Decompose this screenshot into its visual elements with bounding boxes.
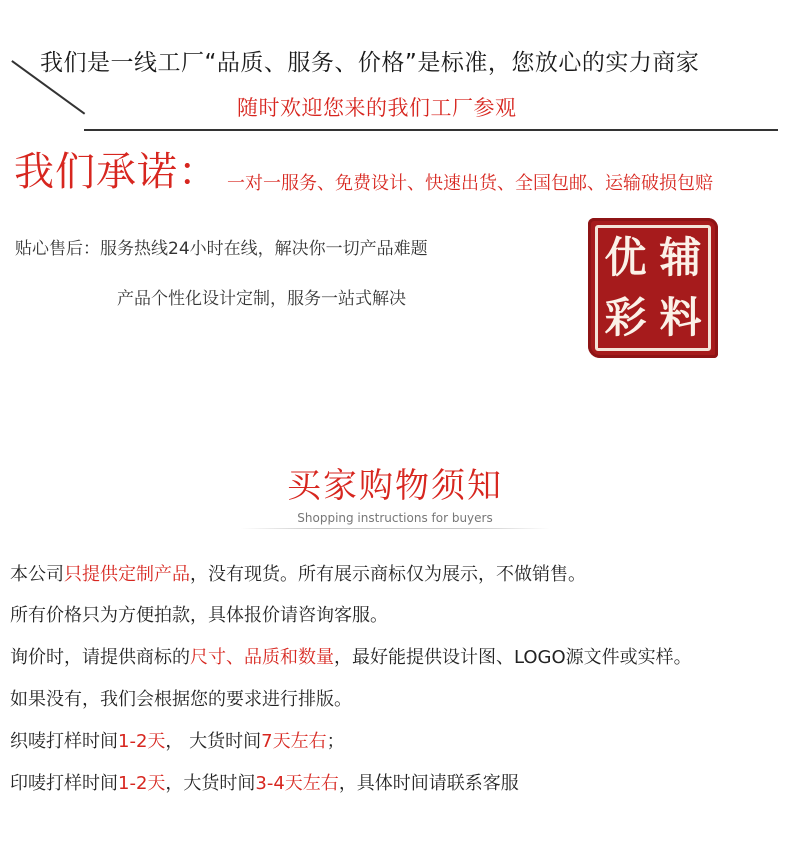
notice-line (10, 601, 388, 627)
brand-seal-stamp (588, 218, 718, 358)
notice-highlight: 只提供定制产品 (64, 564, 190, 585)
notice-text: ，没有现货。所有展示商标仅为展示，不做销售。 (190, 564, 586, 585)
notice-line (10, 769, 519, 795)
seal-char: 料 (659, 293, 702, 342)
notice-text: ， 大货时间 (165, 731, 262, 752)
notice-text: 询价时，请提供商标的 (10, 647, 190, 668)
seal-char: 优 (604, 233, 647, 282)
notice-line (10, 685, 352, 711)
notice-highlight: 1-2天 (118, 773, 166, 794)
notice-text: ； (326, 731, 345, 752)
subtitle-underline (240, 528, 550, 529)
notice-text: ，大货时间 (165, 773, 256, 794)
header-slogan: 我们是一线工厂“品质、服务、价格”是标准，您放心的实力商家 (40, 50, 700, 76)
customization-line: 产品个性化设计定制，服务一站式解决 (117, 289, 406, 309)
notice-highlight: 7天左右 (261, 731, 327, 752)
header-invitation: 随时欢迎您来的我们工厂参观 (237, 96, 517, 120)
notice-text: ，最好能提供设计图、LOGO源文件或实样。 (334, 647, 692, 668)
notice-text: 如果没有，我们会根据您的要求进行排版。 (10, 689, 352, 710)
notice-line (10, 560, 586, 586)
seal-border (595, 225, 711, 351)
seal-char: 辅 (659, 233, 702, 282)
header-underline (84, 129, 778, 131)
notice-line (10, 727, 345, 753)
notice-text: 织唛打样时间 (10, 731, 118, 752)
notice-text: 所有价格只为方便拍款，具体报价请咨询客服。 (10, 605, 388, 626)
section-subtitle: Shopping instructions for buyers (297, 511, 493, 525)
notice-highlight: 尺寸、品质和数量 (190, 647, 334, 668)
notice-line (10, 643, 692, 669)
promise-title: 我们承诺： (14, 149, 219, 195)
seal-char: 彩 (604, 293, 647, 342)
notice-text: 印唛打样时间 (10, 773, 118, 794)
notice-text: ，具体时间请联系客服 (338, 773, 519, 794)
after-sales-line: 贴心售后：服务热线24小时在线，解决你一切产品难题 (15, 239, 428, 259)
notice-text: 本公司 (10, 564, 64, 585)
section-title: 买家购物须知 (287, 466, 503, 506)
notice-highlight: 3-4天左右 (255, 773, 339, 794)
notice-highlight: 1-2天 (118, 731, 166, 752)
promise-text: 一对一服务、免费设计、快速出货、全国包邮、运输破损包赔 (227, 173, 713, 194)
